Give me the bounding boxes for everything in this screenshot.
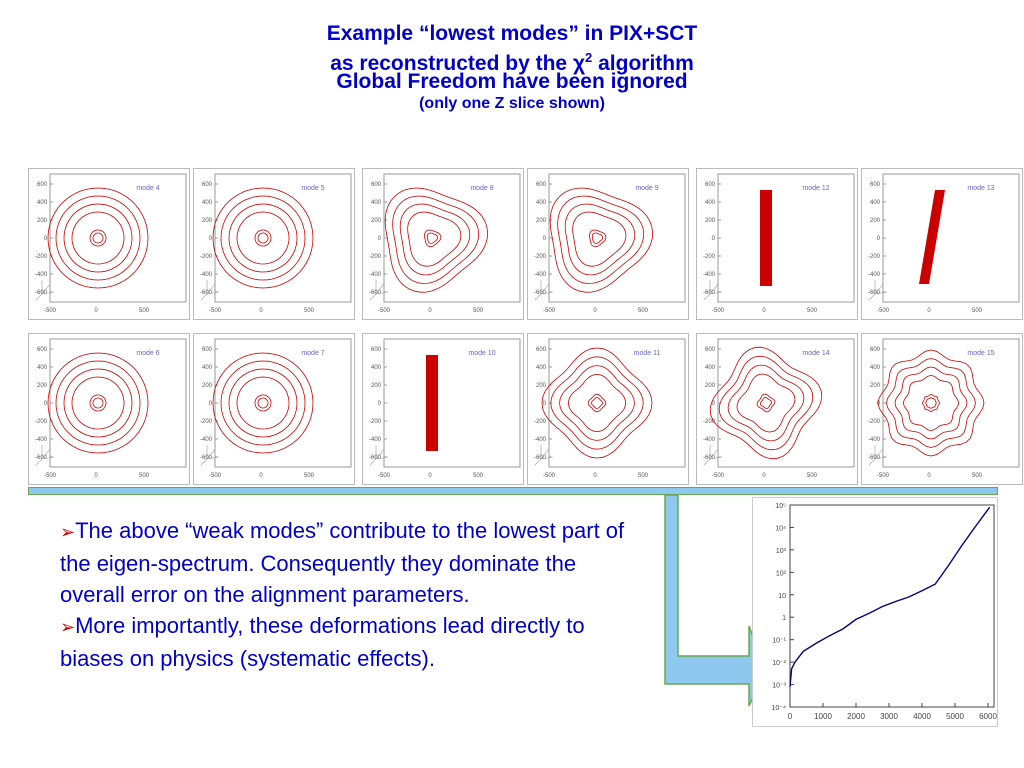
y-tick-label: 200 — [201, 383, 212, 389]
x-tick-label: 0 — [428, 473, 432, 479]
x-tick-label: 1000 — [814, 712, 832, 721]
x-tick-label: 500 — [637, 308, 649, 314]
y-tick-label: 200 — [869, 383, 880, 389]
x-tick-label: -500 — [711, 473, 725, 479]
x-tick-label: -500 — [711, 308, 725, 314]
y-tick-label: 200 — [704, 218, 715, 224]
y-tick-label: 200 — [869, 218, 880, 224]
mode-label: mode 5 — [301, 185, 325, 192]
x-tick-label: 6000 — [979, 712, 997, 721]
y-tick-label: -400 — [199, 437, 212, 443]
x-tick-label: 4000 — [913, 712, 931, 721]
y-tick-label: 0 — [377, 236, 381, 242]
x-tick-label: 500 — [472, 308, 484, 314]
y-tick-label: -200 — [34, 254, 47, 260]
x-tick-label: 0 — [94, 308, 98, 314]
y-tick-label: 10² — [775, 570, 786, 578]
mode-panel — [28, 168, 190, 320]
y-tick-label: -400 — [702, 272, 715, 278]
y-tick-label: 600 — [201, 347, 212, 353]
x-tick-label: 5000 — [946, 712, 964, 721]
mode-panel — [362, 333, 524, 485]
y-tick-label: 600 — [704, 182, 715, 188]
y-tick-label: -600 — [199, 455, 212, 461]
y-tick-label: -600 — [368, 290, 381, 296]
y-tick-label: -600 — [199, 290, 212, 296]
y-tick-label: 400 — [201, 200, 212, 206]
x-tick-label: 0 — [259, 473, 263, 479]
connector-bar — [28, 487, 998, 495]
x-tick-label: 0 — [593, 308, 597, 314]
y-tick-label: 400 — [869, 200, 880, 206]
y-tick-label: -200 — [533, 419, 546, 425]
x-tick-label: -500 — [43, 473, 57, 479]
mode-panel — [527, 333, 689, 485]
y-tick-label: 200 — [535, 383, 546, 389]
y-tick-label: 400 — [201, 365, 212, 371]
y-tick-label: 400 — [370, 200, 381, 206]
x-tick-label: 0 — [787, 712, 793, 721]
x-tick-label: 500 — [806, 308, 818, 314]
y-tick-label: -600 — [533, 290, 546, 296]
y-tick-label: 0 — [43, 236, 47, 242]
y-tick-label: 200 — [36, 218, 47, 224]
y-tick-label: -200 — [702, 254, 715, 260]
y-tick-label: -200 — [702, 419, 715, 425]
mode-label: mode 8 — [470, 185, 494, 192]
y-tick-label: -200 — [867, 419, 880, 425]
y-tick-label: -400 — [867, 437, 880, 443]
y-tick-label: 400 — [869, 365, 880, 371]
y-tick-label: -400 — [199, 272, 212, 278]
y-tick-label: 400 — [370, 365, 381, 371]
y-tick-label: 10⁴ — [775, 525, 786, 533]
x-tick-label: 0 — [428, 308, 432, 314]
mode-panel — [362, 168, 524, 320]
x-tick-label: -500 — [377, 308, 391, 314]
arrow-bullet-icon: ➢ — [60, 617, 76, 637]
x-tick-label: 500 — [303, 308, 315, 314]
x-tick-label: 500 — [806, 473, 818, 479]
x-tick-label: 500 — [138, 473, 150, 479]
y-tick-label: 400 — [535, 200, 546, 206]
x-tick-label: 0 — [927, 473, 931, 479]
y-tick-label: 200 — [36, 383, 47, 389]
y-tick-label: -400 — [368, 437, 381, 443]
y-tick-label: -200 — [368, 419, 381, 425]
y-tick-label: -400 — [34, 437, 47, 443]
y-tick-label: -600 — [702, 290, 715, 296]
eigen-spectrum-chart — [752, 497, 998, 727]
mode-panel — [696, 333, 858, 485]
bullet-list — [60, 515, 635, 674]
y-tick-label: 200 — [201, 218, 212, 224]
x-tick-label: 500 — [637, 473, 649, 479]
y-tick-label: -400 — [533, 437, 546, 443]
y-tick-label: -200 — [199, 419, 212, 425]
y-tick-label: 0 — [377, 401, 381, 407]
mode-panel — [193, 168, 355, 320]
y-tick-label: 200 — [370, 218, 381, 224]
y-tick-label: 600 — [535, 347, 546, 353]
x-tick-label: -500 — [377, 473, 391, 479]
y-tick-label: 10⁻⁴ — [771, 705, 786, 712]
y-tick-label: -600 — [867, 290, 880, 296]
y-tick-label: 0 — [711, 236, 715, 242]
x-tick-label: -500 — [542, 473, 556, 479]
y-tick-label: -600 — [34, 290, 47, 296]
x-tick-label: 3000 — [880, 712, 898, 721]
x-tick-label: 0 — [762, 473, 766, 479]
bullet-item: ➢More importantly, these deformations lead directly to biases on physics (systematic effects). — [60, 613, 585, 671]
y-tick-label: -200 — [533, 254, 546, 260]
x-tick-label: -500 — [208, 308, 222, 314]
y-tick-label: 10⁻³ — [772, 682, 786, 690]
y-tick-label: 10⁻² — [772, 660, 786, 668]
slide-title-line1: Example “lowest modes” in PIX+SCT — [326, 22, 698, 45]
y-tick-label: -200 — [34, 419, 47, 425]
y-tick-label: 10⁵ — [775, 503, 786, 510]
mode-panel — [861, 168, 1023, 320]
y-tick-label: 200 — [535, 218, 546, 224]
slide-title-line2: as reconstructed by the $\chi^2$ algorithm — [330, 50, 694, 75]
chi-symbol: χ — [572, 52, 586, 75]
y-tick-label: -600 — [867, 455, 880, 461]
mode-label: mode 13 — [967, 185, 995, 192]
mode-label: mode 15 — [967, 350, 995, 357]
y-tick-label: -600 — [368, 455, 381, 461]
y-tick-label: 400 — [704, 200, 715, 206]
x-tick-label: 500 — [472, 473, 484, 479]
x-tick-label: 500 — [303, 473, 315, 479]
y-tick-label: -400 — [702, 437, 715, 443]
y-tick-label: -400 — [533, 272, 546, 278]
mode-label: mode 4 — [136, 185, 160, 192]
y-tick-label: 600 — [869, 347, 880, 353]
x-tick-label: 0 — [94, 473, 98, 479]
y-tick-label: -200 — [368, 254, 381, 260]
x-tick-label: -500 — [876, 308, 890, 314]
y-tick-label: 0 — [876, 401, 880, 407]
y-tick-label: 600 — [36, 182, 47, 188]
mode-label: mode 12 — [802, 185, 830, 192]
x-tick-label: -500 — [208, 473, 222, 479]
y-tick-label: 10 — [778, 592, 786, 600]
slide-subtitle: (only one Z slice shown) — [419, 95, 605, 112]
y-tick-label: 200 — [370, 383, 381, 389]
y-tick-label: -200 — [199, 254, 212, 260]
mode-panel — [28, 333, 190, 485]
x-tick-label: -500 — [542, 308, 556, 314]
x-tick-label: 500 — [971, 308, 983, 314]
y-tick-label: 600 — [869, 182, 880, 188]
y-tick-label: -200 — [867, 254, 880, 260]
y-tick-label: 0 — [43, 401, 47, 407]
x-tick-label: 2000 — [847, 712, 865, 721]
x-tick-label: 0 — [927, 308, 931, 314]
mode-label: mode 14 — [802, 350, 830, 357]
y-tick-label: -400 — [867, 272, 880, 278]
y-tick-label: 0 — [542, 401, 546, 407]
bullet-item: ➢The above “weak modes” contribute to the lowest part of the eigen-spectrum. Consequently they dominate the overall error on the alignment parameters. — [60, 518, 625, 607]
arrow-bullet-icon: ➢ — [60, 522, 76, 542]
y-tick-label: 0 — [711, 401, 715, 407]
x-tick-label: 0 — [259, 308, 263, 314]
y-tick-label: 0 — [542, 236, 546, 242]
y-tick-label: 400 — [36, 365, 47, 371]
mode-label: mode 9 — [635, 185, 659, 192]
y-tick-label: 400 — [36, 200, 47, 206]
y-tick-label: 200 — [704, 383, 715, 389]
mode-label: mode 10 — [468, 350, 496, 357]
y-tick-label: 600 — [704, 347, 715, 353]
x-tick-label: -500 — [876, 473, 890, 479]
y-tick-label: -600 — [34, 455, 47, 461]
y-tick-label: 0 — [208, 236, 212, 242]
mode-panel — [527, 168, 689, 320]
y-tick-label: 0 — [876, 236, 880, 242]
y-tick-label: 600 — [36, 347, 47, 353]
y-tick-label: -600 — [702, 455, 715, 461]
x-tick-label: 500 — [138, 308, 150, 314]
mode-label: mode 7 — [301, 350, 325, 357]
y-tick-label: 600 — [370, 347, 381, 353]
y-tick-label: 10³ — [775, 547, 786, 555]
x-tick-label: 500 — [971, 473, 983, 479]
mode-label: mode 6 — [136, 350, 160, 357]
y-tick-label: -400 — [368, 272, 381, 278]
mode-panel — [193, 333, 355, 485]
x-tick-label: 0 — [762, 308, 766, 314]
y-tick-label: 400 — [535, 365, 546, 371]
mode-label: mode 11 — [633, 350, 661, 357]
slide-title-line3: Global Freedom have been ignored — [336, 70, 688, 93]
y-tick-label: 10⁻¹ — [772, 637, 786, 645]
y-tick-label: 600 — [201, 182, 212, 188]
y-tick-label: 600 — [535, 182, 546, 188]
y-tick-label: -400 — [34, 272, 47, 278]
y-tick-label: 400 — [704, 365, 715, 371]
y-tick-label: -600 — [533, 455, 546, 461]
mode-panel — [696, 168, 858, 320]
y-tick-label: 1 — [782, 615, 786, 623]
y-tick-label: 600 — [370, 182, 381, 188]
x-tick-label: -500 — [43, 308, 57, 314]
y-tick-label: 0 — [208, 401, 212, 407]
x-tick-label: 0 — [593, 473, 597, 479]
mode-panel — [861, 333, 1023, 485]
